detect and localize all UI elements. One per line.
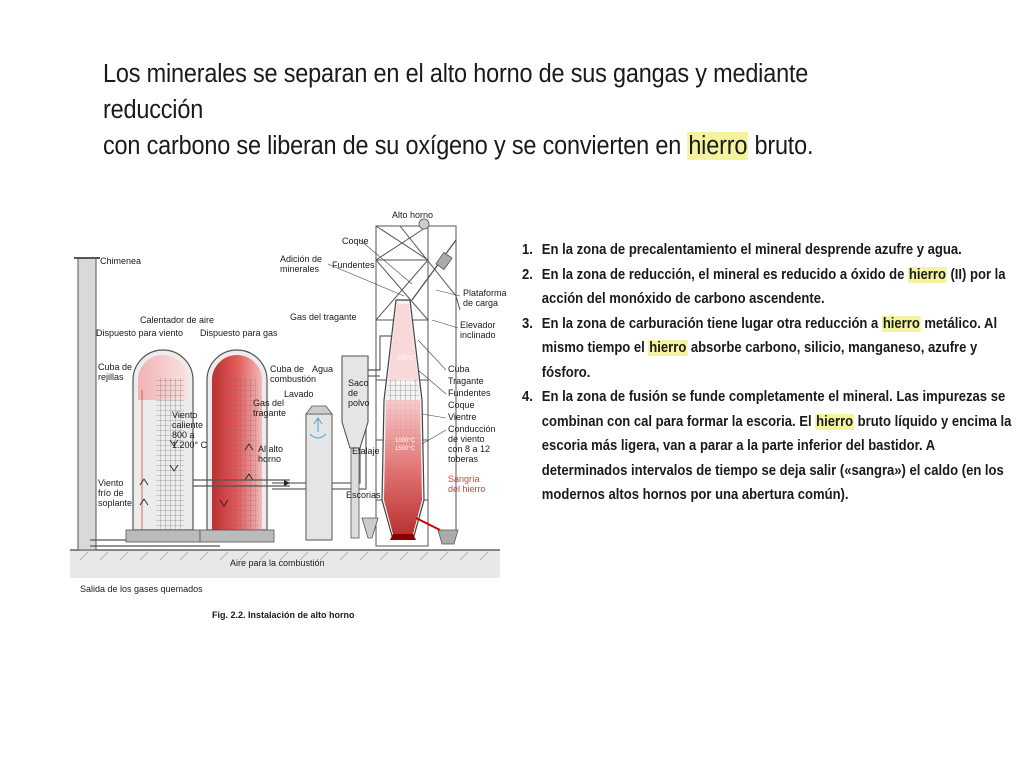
label-viento-frio-1: Viento <box>98 478 124 488</box>
step-text: En la zona de carburación tiene lugar otra reducción a <box>541 315 882 332</box>
label-viento-frio-3: soplante <box>98 498 133 508</box>
label-cuba-comb-2: combustión <box>270 374 317 384</box>
label-etalaje: Etalaje <box>352 446 380 456</box>
highlight-hierro: hierro <box>908 266 946 283</box>
step-text: En la zona de fusión se funde completamente el mineral. Las impurezas se combinan con cal para formar la escoria. El <box>541 389 1006 430</box>
arrow-icon <box>284 480 290 486</box>
step-item <box>522 263 1019 312</box>
skip-car <box>436 252 452 269</box>
label-agua: Agua <box>312 364 334 374</box>
step-text: En la zona de reducción, el mineral es reducido a óxido de <box>541 266 909 283</box>
headline-line-1: Los minerales se separan en el alto horno de sus gangas y mediante reducción <box>103 60 809 124</box>
label-coque: Coque <box>342 236 369 246</box>
blast-furnace-diagram <box>60 200 510 630</box>
label-viento-cal-2: caliente <box>172 420 204 430</box>
heater-base-1 <box>126 530 200 542</box>
steps-list <box>522 238 1012 508</box>
label-conduccion-4: toberas <box>448 454 479 464</box>
label-fundentes-2: Fundentes <box>448 388 491 398</box>
label-fundentes: Fundentes <box>332 260 375 270</box>
label-coque-2: Coque <box>448 400 475 410</box>
label-sangria-1: Sangría <box>448 474 480 484</box>
label-disp-viento: Dispuesto para viento <box>96 328 184 338</box>
temp-600: 600°C <box>397 380 414 386</box>
label-aire-comb: Aire para la combustión <box>230 558 325 568</box>
highlight-hierro: hierro <box>882 315 920 332</box>
step-number: 2. <box>522 266 533 283</box>
label-disp-gas: Dispuesto para gas <box>200 328 278 338</box>
step-item <box>522 312 1019 386</box>
washer-top <box>306 406 332 414</box>
checker-grid-1 <box>156 378 184 530</box>
label-conduccion-2: de viento <box>448 434 485 444</box>
label-saco-1: Saco <box>348 378 369 388</box>
headline <box>103 56 867 164</box>
label-cuba-de: Cuba de <box>98 362 133 372</box>
label-viento-cal-3: 800 a <box>172 430 195 440</box>
step-text: absorbe carbono, silicio, manganeso, azufre y fósforo. <box>541 340 978 381</box>
figure-caption: Fig. 2.2. Instalación de alto horno <box>212 610 355 620</box>
highlight-hierro: hierro <box>688 132 748 160</box>
label-salida: Salida de los gases quemados <box>80 584 203 594</box>
label-cuba: Cuba <box>448 364 470 374</box>
step-text: bruto líquido y encima la escoria más ligera, van a parar a la parte inferior del bastidor. A determinados intervalos de tiempo se deja salir («sangra») el caldo (en los modernos altos hornos por una abertura común). <box>541 413 1012 503</box>
label-saco-3: polvo <box>348 398 370 408</box>
chimney <box>78 258 96 550</box>
label-rejillas: rejillas <box>98 372 124 382</box>
label-escorias: Escorias <box>346 490 381 500</box>
air-heater-2 <box>207 350 267 530</box>
label-sangria-2: del hierro <box>448 484 486 494</box>
blast-furnace-figure <box>60 200 510 630</box>
label-viento-cal-1: Viento <box>172 410 198 420</box>
label-plataforma-2: de carga <box>463 298 499 308</box>
headline-line-2 <box>103 128 867 164</box>
label-vientre: Vientre <box>448 412 477 422</box>
highlight-hierro: hierro <box>649 340 687 356</box>
label-al-alto-2: horno <box>258 454 282 464</box>
step-item <box>522 385 1019 508</box>
label-elevador-1: Elevador <box>460 320 496 330</box>
label-adicion-2: minerales <box>280 264 320 274</box>
iron-ladle <box>438 530 458 544</box>
temp-1500: 1500°C <box>395 446 416 452</box>
step-number: 1. <box>522 242 533 258</box>
step-text: (II) por la acción del monóxido de carbono ascendente. <box>541 266 1006 307</box>
label-gas-tragante: Gas del tragante <box>290 312 357 322</box>
label-chimenea: Chimenea <box>100 256 142 266</box>
step-number: 4. <box>522 389 533 405</box>
label-lavado: Lavado <box>284 389 314 399</box>
label-alto-horno: Alto horno <box>392 210 434 220</box>
label-tragante: Tragante <box>448 376 484 386</box>
headline-line-2-pre: con carbono se liberan de su oxígeno y se convierten en <box>103 132 688 160</box>
step-number: 3. <box>522 315 533 332</box>
temp-200: 200°C <box>397 356 414 362</box>
pulley-icon <box>419 219 429 229</box>
step-text: metálico. Al mismo tiempo el <box>541 315 998 356</box>
highlight-hierro: hierro <box>816 413 854 430</box>
heater-base-2 <box>200 530 274 542</box>
label-saco-2: de <box>348 388 359 398</box>
label-elevador-2: inclinado <box>460 330 496 340</box>
headline-line-2-post: bruto. <box>748 132 814 160</box>
label-cuba-comb-1: Cuba de <box>270 364 305 374</box>
label-gas-trag-2: tragante <box>253 408 287 418</box>
label-conduccion-1: Conducción <box>448 424 496 434</box>
label-viento-frio-2: frío de <box>98 488 124 498</box>
label-plataforma-1: Plataforma <box>463 288 507 298</box>
label-viento-cal-4: 1.200° C <box>172 440 208 450</box>
step-text: En la zona de precalentamiento el mineral desprende azufre y agua. <box>541 242 962 258</box>
label-calentador: Calentador de aire <box>140 315 215 325</box>
label-al-alto-1: Al alto <box>258 444 284 454</box>
label-gas-trag-1: Gas del <box>253 398 285 408</box>
step-item <box>522 238 1019 263</box>
label-adicion-1: Adición de <box>280 254 323 264</box>
gas-washer <box>306 414 332 540</box>
label-conduccion-3: con 8 a 12 <box>448 444 491 454</box>
temp-1000: 1000°C <box>395 438 416 444</box>
